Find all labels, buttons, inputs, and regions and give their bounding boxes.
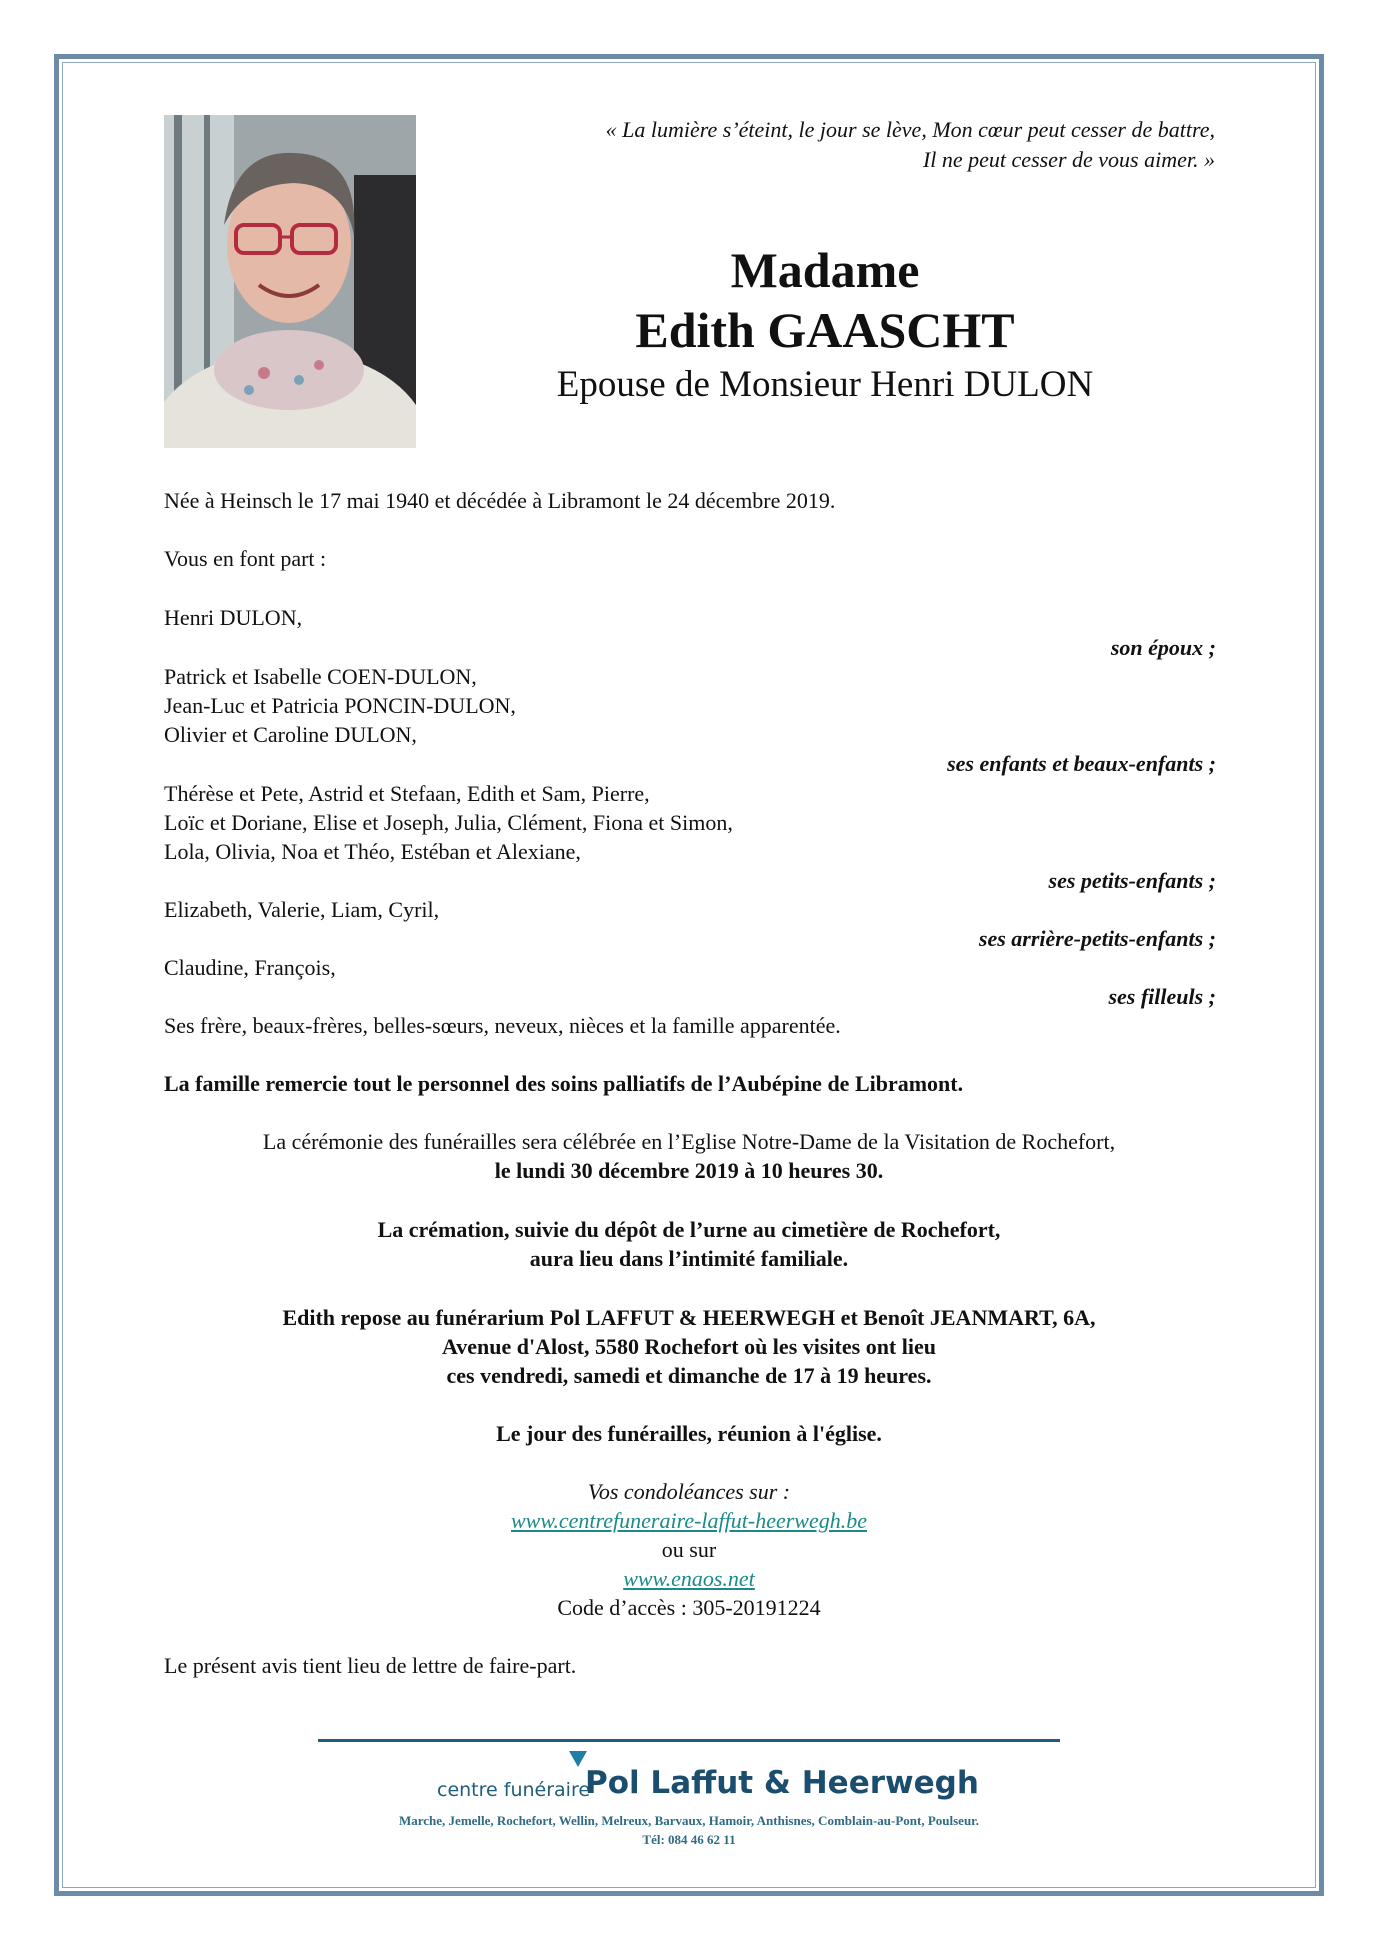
extended-family: Ses frère, beaux-frères, belles-sœurs, neveux, nièces et la famille apparentée. bbox=[164, 1013, 841, 1038]
portrait-photo bbox=[164, 115, 416, 448]
grandchildren-list bbox=[164, 779, 1214, 866]
cremation-info bbox=[164, 1215, 1214, 1273]
condolences-block bbox=[164, 1477, 1214, 1622]
condolences-link-2[interactable]: www.enaos.net bbox=[623, 1566, 755, 1591]
honorific: Madame bbox=[730, 242, 920, 298]
access-code: Code d’accès : 305-20191224 bbox=[557, 1595, 821, 1620]
condolences-link-1[interactable]: www.centrefuneraire-laffut-heerwegh.be bbox=[511, 1508, 867, 1533]
grandchildren-relation: ses petits-enfants ; bbox=[1048, 868, 1216, 893]
visitation-line-2: Avenue d'Alost, 5580 Rochefort où les visites ont lieu bbox=[442, 1334, 936, 1359]
godchildren-relation: ses filleuls ; bbox=[1108, 984, 1216, 1009]
visitation-line-1: Edith repose au funérarium Pol LAFFUT & HEERWEGH et Benoît JEANMART, 6A, bbox=[282, 1305, 1096, 1330]
spouse-relation: son époux ; bbox=[1110, 635, 1216, 660]
visitation-info bbox=[164, 1303, 1214, 1390]
quote-line-2: Il ne peut cesser de vous aimer. » bbox=[922, 147, 1215, 172]
epitaph-quote bbox=[606, 115, 1215, 175]
list-item: Patrick et Isabelle COEN-DULON, bbox=[164, 664, 477, 689]
ceremony-info bbox=[164, 1127, 1214, 1185]
logo-brand-name: Pol Laffut & Heerwegh bbox=[585, 1765, 979, 1801]
meeting-line: Le jour des funérailles, réunion à l'église. bbox=[496, 1421, 882, 1446]
condolences-or: ou sur bbox=[661, 1537, 717, 1562]
thanks-line: La famille remercie tout le personnel des soins palliatifs de l’Aubépine de Libramont. bbox=[164, 1071, 964, 1096]
spouse-line: Epouse de Monsieur Henri DULON bbox=[556, 364, 1094, 405]
birth-death-line: Née à Heinsch le 17 mai 1940 et décédée à Libramont le 24 décembre 2019. bbox=[164, 488, 836, 513]
list-item: Thérèse et Pete, Astrid et Stefaan, Edith et Sam, Pierre, bbox=[164, 781, 650, 806]
list-item: Olivier et Caroline DULON, bbox=[164, 722, 417, 747]
cremation-line-1: La crémation, suivie du dépôt de l’urne au cimetière de Rochefort, bbox=[377, 1217, 1001, 1242]
godchildren-list: Claudine, François, bbox=[164, 955, 336, 980]
children-relation: ses enfants et beaux-enfants ; bbox=[947, 751, 1216, 776]
footer-locations: Marche, Jemelle, Rochefort, Wellin, Melreux, Barvaux, Hamoir, Anthisnes, Comblain-au-Pont, Poulseur. bbox=[398, 1813, 980, 1828]
great-grandchildren-relation: ses arrière-petits-enfants ; bbox=[978, 926, 1216, 951]
notice-line: Le présent avis tient lieu de lettre de faire-part. bbox=[164, 1653, 577, 1678]
spouse-name: Henri DULON, bbox=[164, 605, 303, 630]
announce-line: Vous en font part : bbox=[164, 546, 327, 571]
visitation-line-3: ces vendredi, samedi et dimanche de 17 à 19 heures. bbox=[446, 1363, 932, 1388]
children-list bbox=[164, 662, 1214, 749]
condolences-label: Vos condoléances sur : bbox=[587, 1479, 791, 1504]
quote-line-1: « La lumière s’éteint, le jour se lève, Mon cœur peut cesser de battre, bbox=[605, 117, 1215, 142]
list-item: Loïc et Doriane, Elise et Joseph, Julia, Clément, Fiona et Simon, bbox=[164, 810, 733, 835]
cremation-line-2: aura lieu dans l’intimité familiale. bbox=[529, 1246, 849, 1271]
list-item: Jean-Luc et Patricia PONCIN-DULON, bbox=[164, 693, 516, 718]
name-block bbox=[460, 240, 1190, 410]
ceremony-line-1: La cérémonie des funérailles sera célébrée en l’Eglise Notre-Dame de la Visitation de Rochefort, bbox=[262, 1129, 1116, 1154]
footer-phone: Tél: 084 46 62 11 bbox=[642, 1832, 736, 1847]
ceremony-date: le lundi 30 décembre 2019 à 10 heures 30. bbox=[494, 1158, 884, 1183]
great-grandchildren-list: Elizabeth, Valerie, Liam, Cyril, bbox=[164, 897, 440, 922]
footer-divider bbox=[318, 1739, 1060, 1742]
deceased-name: Edith GAASCHT bbox=[635, 302, 1015, 358]
list-item: Lola, Olivia, Noa et Théo, Estéban et Alexiane, bbox=[164, 839, 581, 864]
logo-small-text: centre funéraire bbox=[437, 1779, 591, 1801]
